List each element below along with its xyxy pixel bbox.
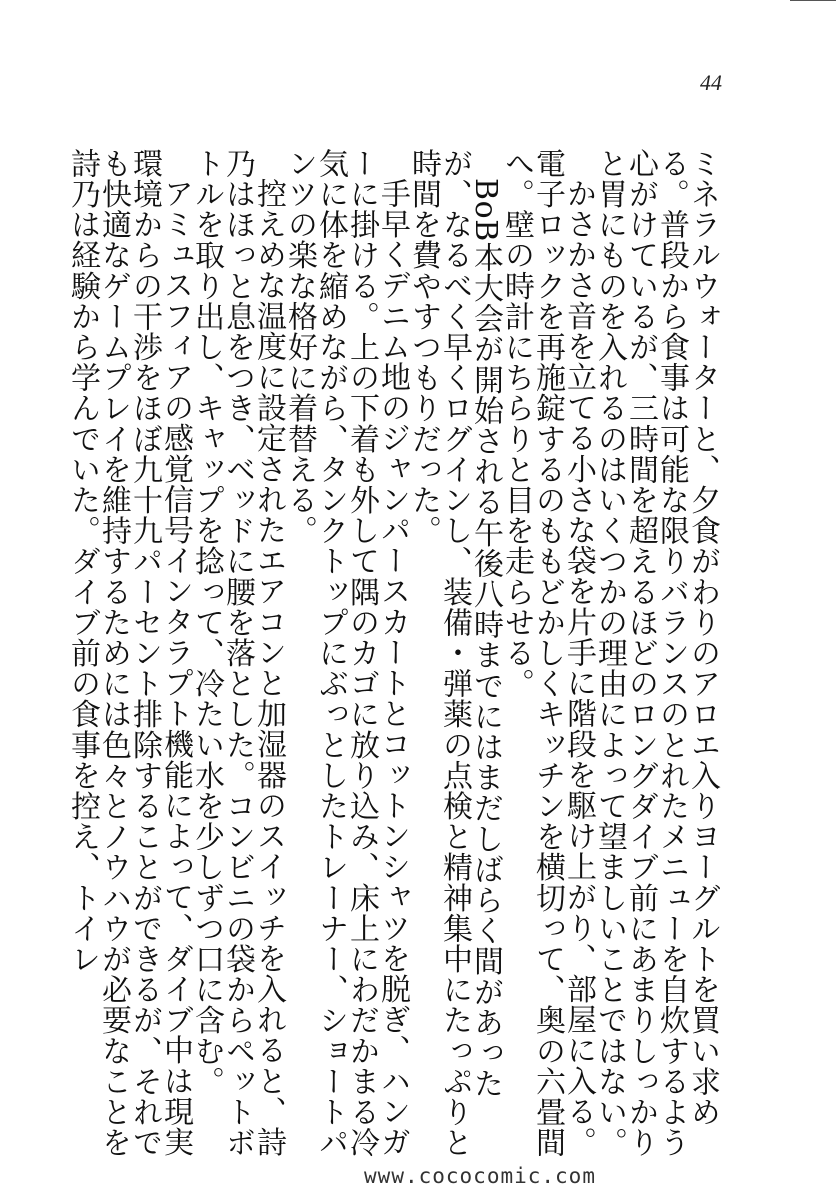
paragraph: ミネラルウォーターと、夕食がわりのアロエ入りヨーグルトを買い求める。普段から食事は可能な限りバランスのとれたメニューを自炊するよう心がけているが、三時間を超えるほどのロングダイブ前にあまりしっかりと胃にものを入れるのはいくつかの理由によって望ましいことではない。 (592, 148, 720, 1158)
page-number: 44 (700, 70, 722, 95)
paragraph: かさかさ音を立てる小さな袋を片手に階段を駆け上がり、部屋に入る。電子ロックを再施錠するのももどかしくキッチンを横切って、奥の六畳間へ。壁の時計にちらりと目を走らせる。 (499, 148, 596, 1158)
paragraph: BoB本大会が開始される午後八時までにはまだしばらく間があったが、なるべく早くログインし、装備・弾薬の点検と精神集中にたっぷりと時間を費やすつもりだった。 (406, 148, 503, 1158)
paragraph: アミュスフィアの感覚信号インタラプト機能によって、ダイブ中は現実環境からの干渉をほぼ九十九パーセント排除することができるが、それでも快適なゲームプレイを維持するためには色々とノウハウが必要なことを詩乃は経験から学んでいた。ダイブ前の食事を控え、トイレ (65, 148, 193, 1158)
site-watermark: www.cococomic.com (364, 1164, 596, 1188)
paragraph: 手早くデニム地のジャンパースカートとコットンシャツを脱ぎ、ハンガーに掛ける。上の下着も外して隅のカゴに放り込み、床上にわだかまる冷気に体を縮めながら、タンクトップにぶっとしたトレーナー、ショートパンツの楽な格好に着替える。 (282, 148, 410, 1158)
page-edge-line (790, 0, 836, 1)
vertical-body-text (67, 148, 718, 1158)
paragraph: 控えめな温度に設定されたエアコンと加湿器のスイッチを入れると、詩乃はほっと息をつき、ベッドに腰を落とした。コンビニの袋からペットボトルを取り出し、キャップを捻って、冷たい水を少しずつ口に含む。 (189, 148, 286, 1158)
